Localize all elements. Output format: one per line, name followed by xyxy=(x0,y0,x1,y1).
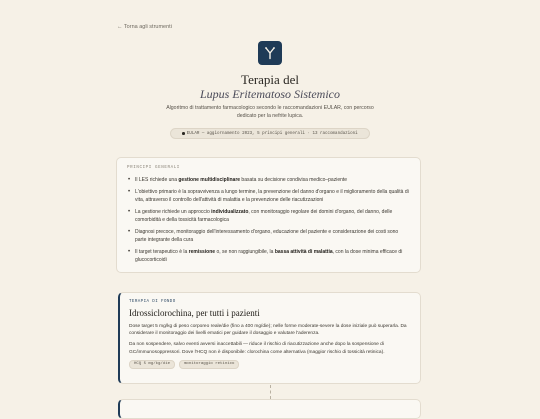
therapy-paragraph-2: Da non sospendere, salvo eventi avversi inaccettabili — riduce il rischio di riacutizzazione anche dopo la sospensione di GC/immunosoppressori. Dove l'HCQ non è disponibile: clorochina come alternativa (maggior rischio di tossicità retinica). xyxy=(129,342,385,355)
principles-card xyxy=(116,157,421,273)
page-title xyxy=(120,72,420,101)
list-item: • Diagnosi precoce, monitoraggio dell'interessamento d'organo, educazione del paziente e considerazione dei costi sono parte integrante della cura xyxy=(128,229,399,243)
therapy-paragraph-1: Dose target 5 mg/kg di peso corporeo reale/die (fino a 400 mg/die); nelle forme moderate-severe la dose iniziale può superarla. Da considerare il monitoraggio dei livelli ematici per guidare il dosaggio e valutare l'aderenza. xyxy=(129,324,407,337)
list-item: • Il target terapeutico è la remissione o, se non raggiungibile, la bassa attività di malattia, con la dose minima efficace di glucocorticoidi xyxy=(128,249,403,263)
therapy-card-hcq[interactable] xyxy=(118,292,421,384)
therapy-chips xyxy=(129,360,412,369)
rod-of-asclepius-icon xyxy=(263,46,277,60)
chip-monitoring: monitoraggio retinico xyxy=(179,360,239,369)
flow-connector xyxy=(270,385,271,399)
principles-list xyxy=(127,176,410,264)
list-item: • La gestione richiede un approccio individualizzato, con monitoraggio regolare dei domini d'organo, del danno, delle comorbidità e della tossicità farmacologica xyxy=(128,209,393,223)
bullet-icon: • xyxy=(128,249,131,255)
bullet-icon: • xyxy=(128,229,131,235)
bullet-icon: • xyxy=(128,177,131,183)
principles-heading: PRINCIPI GENERALI xyxy=(127,166,180,170)
back-link[interactable]: ← Torna agli strumenti xyxy=(117,24,172,30)
badge-dot-icon xyxy=(182,132,185,135)
bullet-icon: • xyxy=(128,209,131,215)
guideline-badge-text: EULAR — aggiornamento 2023, 5 principi generali · 13 raccomandazioni xyxy=(186,131,358,136)
next-therapy-card[interactable] xyxy=(118,399,421,419)
bullet-icon: • xyxy=(128,189,131,195)
therapy-tag: TERAPIA DI FONDO xyxy=(129,300,176,304)
list-item: • L'obiettivo primario è la sopravvivenza a lungo termine, la prevenzione del danno d'organo e il miglioramento della qualità di vita, attraverso il controllo dell'attività di malattia e la prevenzione delle riacutizzazioni xyxy=(128,189,409,203)
therapy-title: Idrossiclorochina, per tutti i pazienti xyxy=(129,308,260,318)
app-logo xyxy=(258,41,282,65)
chip-dose: HCQ 5 mg/kg/die xyxy=(129,360,175,369)
title-line-1: Terapia del xyxy=(241,72,299,87)
page-subtitle: Algoritmo di trattamento farmacologico secondo le raccomandazioni EULAR, con percorso dedicato per la nefrite lupica. xyxy=(166,105,374,119)
title-line-2: Lupus Eritematoso Sistemico xyxy=(200,87,340,101)
guideline-badge xyxy=(170,128,370,139)
list-item: • Il LES richiede una gestione multidisciplinare basata su decisione condivisa medico–paziente xyxy=(128,177,348,183)
